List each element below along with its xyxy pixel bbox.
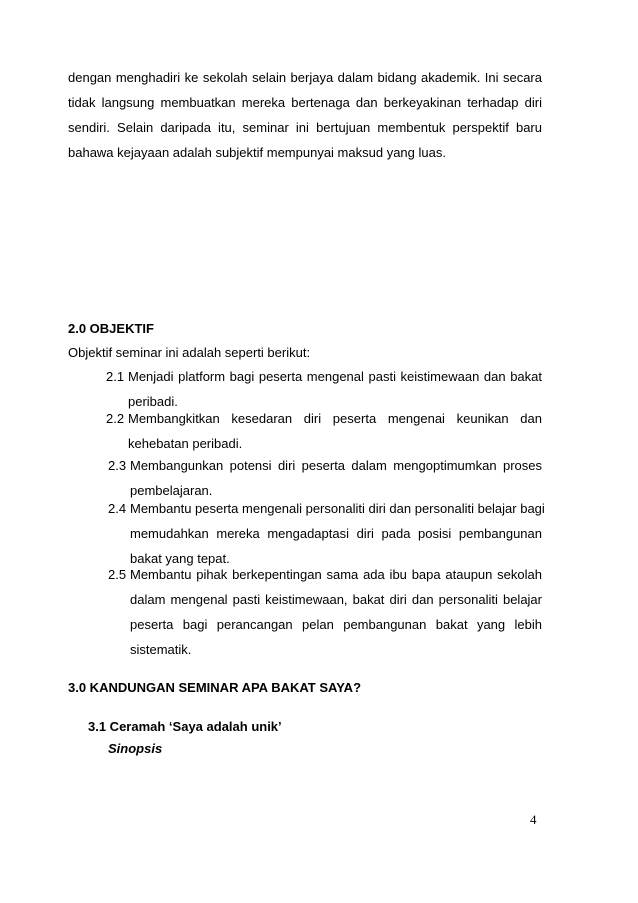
objective-number: 2.3	[108, 458, 127, 473]
objective-number: 2.2	[106, 411, 125, 426]
paragraph-line: dengan menghadiri ke sekolah selain berjaya dalam bidang akademik. Ini secara	[68, 70, 542, 85]
objective-line: bakat yang tepat.	[130, 551, 230, 566]
paragraph-line: sendiri. Selain daripada itu, seminar ini bertujuan membentuk perspektif baru	[68, 120, 542, 135]
objective-text	[130, 562, 542, 662]
paragraph-line: bahawa kejayaan adalah subjektif mempunyai maksud yang luas.	[68, 145, 446, 160]
objective-line: sistematik.	[130, 642, 192, 657]
objective-text	[128, 406, 542, 456]
objective-line: kehebatan peribadi.	[128, 436, 243, 451]
section-heading-objektif: 2.0 OBJEKTIF	[68, 321, 154, 336]
subsection-heading-ceramah: 3.1 Ceramah ‘Saya adalah unik’	[88, 719, 282, 734]
objective-text	[130, 496, 545, 571]
intro-paragraph	[68, 65, 542, 165]
objective-line: peserta bagi perancangan pelan pembangunan bakat yang lebih	[130, 617, 542, 632]
objective-line: pembelajaran.	[130, 483, 213, 498]
objective-line: Membantu pihak berkepentingan sama ada ibu bapa ataupun sekolah	[130, 567, 542, 582]
section-heading-kandungan: 3.0 KANDUNGAN SEMINAR APA BAKAT SAYA?	[68, 680, 362, 695]
objective-line: Membantu peserta mengenali personaliti diri dan personaliti belajar bagi	[130, 501, 545, 516]
objective-line: Menjadi platform bagi peserta mengenal pasti keistimewaan dan bakat	[128, 369, 542, 384]
objective-number: 2.4	[108, 501, 127, 516]
objective-line: Membangunkan potensi diri peserta dalam mengoptimumkan proses	[130, 458, 542, 473]
sinopsis-label: Sinopsis	[108, 741, 163, 756]
objective-number: 2.1	[106, 369, 125, 384]
objectives-intro: Objektif seminar ini adalah seperti berikut:	[68, 345, 311, 360]
paragraph-line: tidak langsung membuatkan mereka bertenaga dan berkeyakinan terhadap diri	[68, 95, 542, 110]
objective-line: peribadi.	[128, 394, 178, 409]
page-number: 4	[530, 812, 537, 827]
objective-line: dalam mengenal pasti keistimewaan, bakat diri dan personaliti belajar	[130, 592, 542, 607]
objective-line: memudahkan mereka mengadaptasi diri pada posisi pembangunan	[130, 526, 542, 541]
objective-number: 2.5	[108, 567, 127, 582]
objective-line: Membangkitkan kesedaran diri peserta mengenai keunikan dan	[128, 411, 542, 426]
